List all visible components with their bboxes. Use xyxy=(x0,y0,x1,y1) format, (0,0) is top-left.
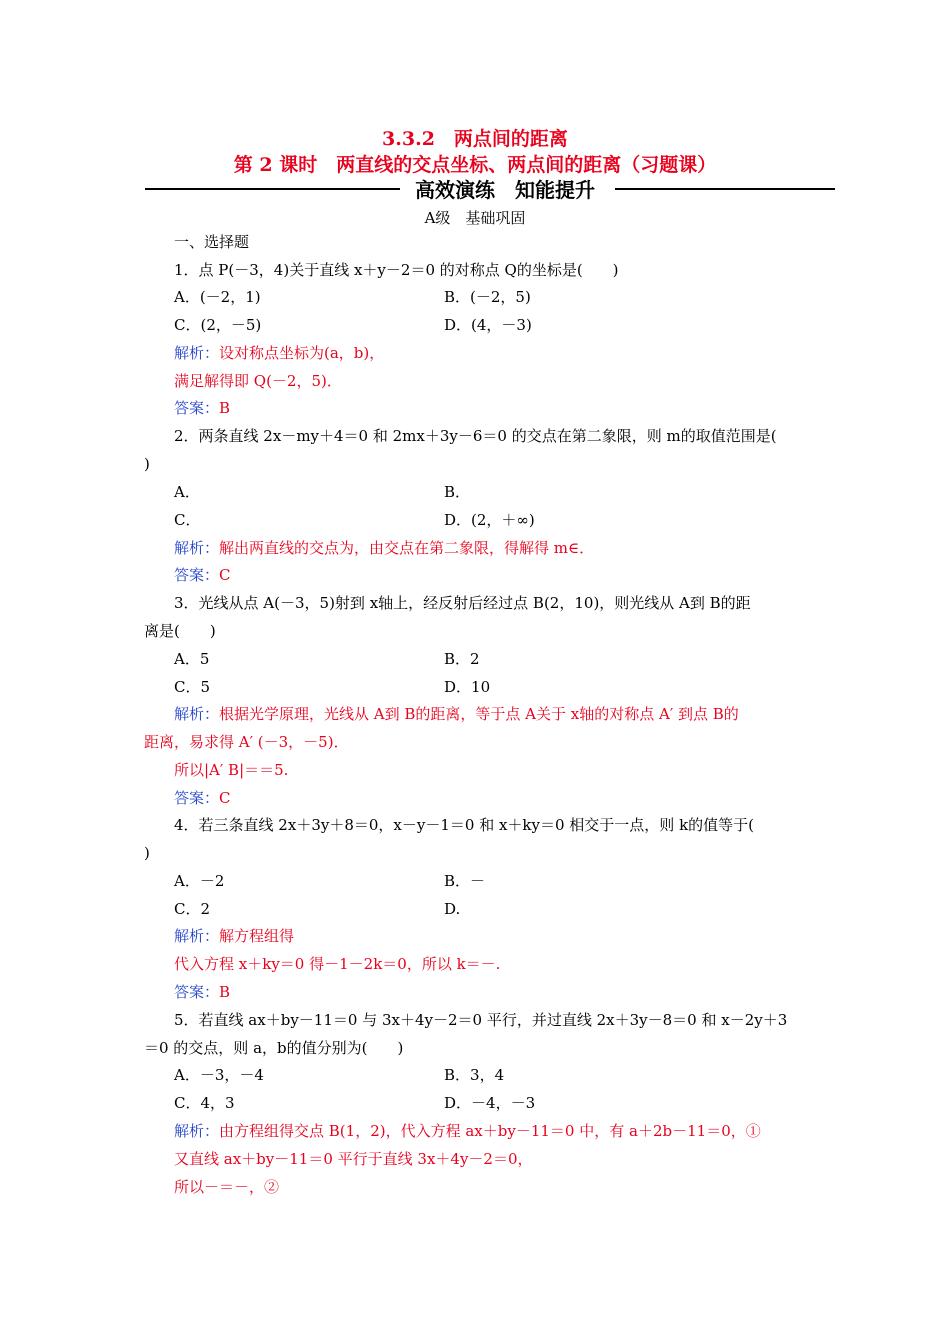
q4-option-a: A．－2 xyxy=(174,872,225,890)
q5-option-a: A．－3，－4 xyxy=(174,1066,264,1084)
q3-answer xyxy=(174,788,231,808)
q4-stem-cont: ) xyxy=(144,844,150,862)
banner-rule-right xyxy=(615,188,835,190)
q2-answer xyxy=(174,565,231,585)
q2-option-c: C． xyxy=(174,511,201,529)
q2-analysis-label: 解析： xyxy=(174,539,220,557)
lesson-subtitle: 第 2 课时 两直线的交点坐标、两点间的距离（习题课） xyxy=(233,154,717,176)
q1-option-d: D．(4，－3) xyxy=(444,316,532,334)
banner-text: 高效演练 知能提升 xyxy=(415,178,595,202)
q1-stem: 1．点 P(－3，4)关于直线 x＋y－2＝0 的对称点 Q的坐标是( ) xyxy=(174,261,619,279)
q2-option-a: A． xyxy=(174,483,200,501)
q1-analysis xyxy=(174,343,384,363)
q4-analysis-line2: 代入方程 x＋ky＝0 得－1－2k＝0，所以 k＝－. xyxy=(174,955,501,973)
q2-analysis-text: 解出两直线的交点为，由交点在第二象限，得解得 m∈． xyxy=(219,539,595,557)
q4-option-b: B．－ xyxy=(444,872,486,890)
q4-option-d: D. xyxy=(444,900,461,918)
q5-option-d: D．－4，－3 xyxy=(444,1094,536,1112)
q3-option-a: A．5 xyxy=(174,650,210,668)
q1-option-a: A．(－2，1) xyxy=(174,288,261,306)
q2-stem: 2．两条直线 2x－my＋4＝0 和 2mx＋3y－6＝0 的交点在第二象限，则 m的取值范围是( xyxy=(174,427,777,445)
section-heading: 一、选择题 xyxy=(174,233,250,251)
q5-analysis-text: 由方程组得交点 B(1，2)，代入方程 ax＋by－11＝0 中，有 a＋2b－11＝0，① xyxy=(219,1122,761,1140)
q5-stem-cont: ＝0 的交点，则 a，b的值分别为( ) xyxy=(144,1039,404,1057)
q2-option-b: B． xyxy=(444,483,471,501)
q5-analysis-line2: 又直线 ax＋by－11＝0 平行于直线 3x＋4y－2＝0， xyxy=(174,1150,533,1168)
q4-analysis-label: 解析： xyxy=(174,927,220,945)
q3-option-d: D．10 xyxy=(444,678,491,696)
q1-analysis-label: 解析： xyxy=(174,344,220,362)
q1-answer xyxy=(174,398,230,418)
q3-analysis-label: 解析： xyxy=(174,705,220,723)
q5-analysis xyxy=(174,1121,761,1141)
q3-analysis-text: 根据光学原理，光线从 A到 B的距离，等于点 A关于 x轴的对称点 A′ 到点 B的 xyxy=(219,705,739,723)
q2-analysis xyxy=(174,538,594,558)
q4-analysis xyxy=(174,926,294,946)
q3-option-c: C．5 xyxy=(174,678,211,696)
q4-answer-value: B xyxy=(219,983,231,1001)
q5-stem: 5．若直线 ax＋by－11＝0 与 3x＋4y－2＝0 平行，并过直线 2x＋3y－8＝0 和 x－2y＋3 xyxy=(174,1011,788,1029)
q1-answer-label: 答案： xyxy=(174,399,220,417)
q2-stem-cont: ) xyxy=(144,455,150,473)
q1-option-b: B．(－2，5) xyxy=(444,288,531,306)
section-banner xyxy=(145,174,835,204)
lesson-title: 3.3.2 两点间的距离 xyxy=(382,128,568,150)
q3-answer-label: 答案： xyxy=(174,789,220,807)
q3-analysis xyxy=(174,704,739,724)
q2-answer-label: 答案： xyxy=(174,566,220,584)
q3-stem-cont: 离是( ) xyxy=(144,622,216,640)
q4-answer xyxy=(174,982,230,1002)
q1-option-c: C．(2，－5) xyxy=(174,316,262,334)
level-heading: A级 基础巩固 xyxy=(424,209,526,227)
q4-answer-label: 答案： xyxy=(174,983,220,1001)
q3-stem: 3．光线从点 A(－3，5)射到 x轴上，经反射后经过点 B(2，10)，则光线从 A到 B的距 xyxy=(174,594,751,612)
q1-analysis-line2: 满足解得即 Q(－2，5)． xyxy=(174,372,342,390)
q3-option-b: B．2 xyxy=(444,650,480,668)
q5-analysis-line3: 所以－＝－，② xyxy=(174,1178,280,1196)
q4-stem: 4．若三条直线 2x＋3y＋8＝0，x－y－1＝0 和 x＋ky＝0 相交于一点，则 k的值等于( xyxy=(174,816,755,834)
q5-option-b: B．3，4 xyxy=(444,1066,505,1084)
banner-rule-left xyxy=(145,188,400,190)
q5-option-c: C．4，3 xyxy=(174,1094,235,1112)
q5-analysis-label: 解析： xyxy=(174,1122,220,1140)
q4-analysis-text: 解方程组得 xyxy=(219,927,295,945)
q1-answer-value: B xyxy=(219,399,231,417)
q3-analysis-line3: 所以|A′ B|＝＝5. xyxy=(174,761,289,779)
q1-analysis-text: 设对称点坐标为(a，b)， xyxy=(219,344,385,362)
q2-option-d: D．(2，＋∞) xyxy=(444,511,535,529)
q2-answer-value: C xyxy=(219,566,231,584)
q4-option-c: C．2 xyxy=(174,900,211,918)
q3-answer-value: C xyxy=(219,789,231,807)
q3-analysis-line2: 距离，易求得 A′ (－3，－5)． xyxy=(144,733,349,751)
